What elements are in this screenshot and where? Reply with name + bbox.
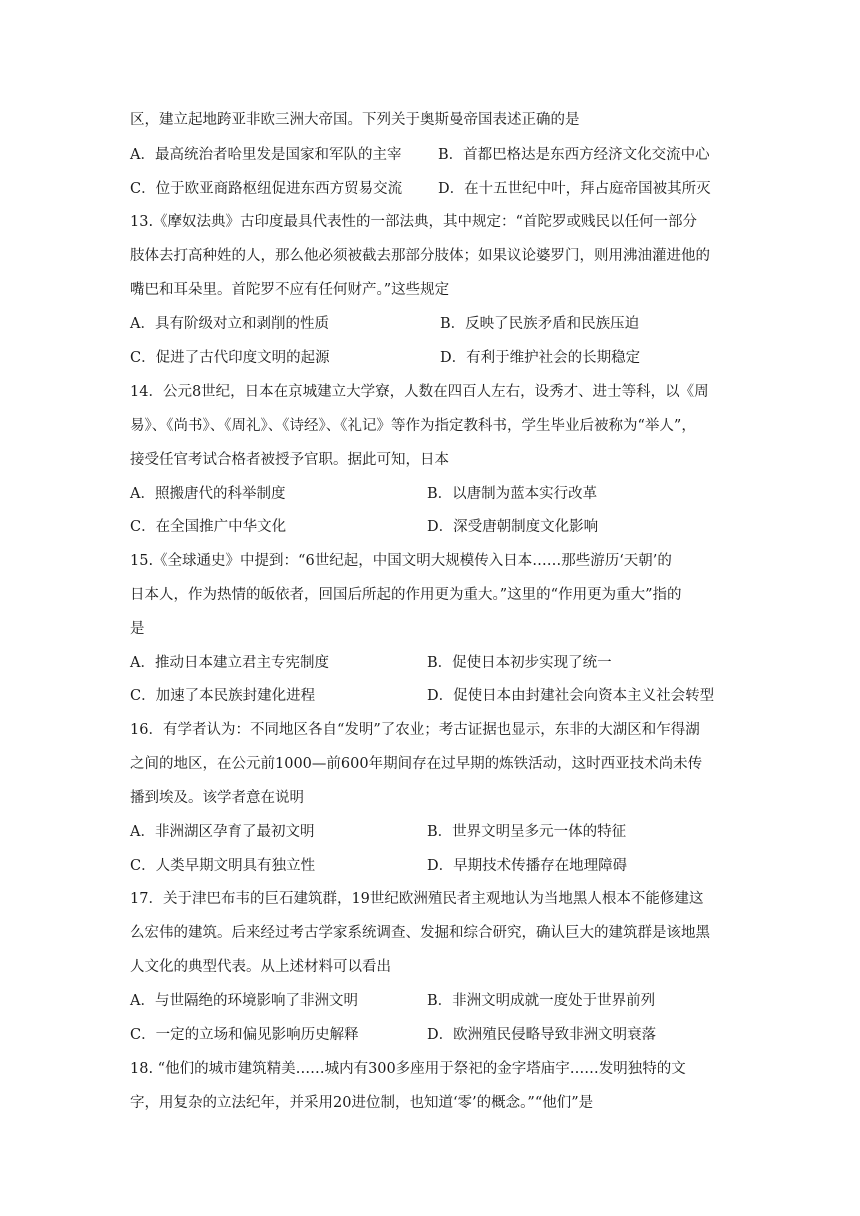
question-17-line-3: 人文化的典型代表。从上述材料可以看出 xyxy=(130,959,391,975)
q15-option-a: A．推动日本建立君主专宪制度 xyxy=(130,655,329,671)
q16-option-a: A．非洲湖区孕育了最初文明 xyxy=(130,824,315,840)
q13-option-d: D．有利于维护社会的长期稳定 xyxy=(440,350,641,366)
question-13-line-2: 肢体去打高种姓的人，那么他必须被截去那部分肢体；如果议论婆罗门，则用沸油灌进他的 xyxy=(130,248,710,264)
q16-option-c: C．人类早期文明具有独立性 xyxy=(130,858,316,874)
q17-option-a: A．与世隔绝的环境影响了非洲文明 xyxy=(130,993,358,1009)
question-17-line-1: 17．关于津巴布韦的巨石建筑群，19世纪欧洲殖民者主观地认为当地黑人根本不能修建这 xyxy=(130,891,704,907)
question-16-line-2: 之间的地区，在公元前1000—前600年期间存在过早期的炼铁活动，这时西亚技术尚未传 xyxy=(130,756,703,772)
question-14-line-1: 14．公元8世纪，日本在京城建立大学寮，人数在四百人左右，设秀才、进士等科，以《周 xyxy=(130,384,709,400)
question-13-line-3: 嘴巴和耳朵里。首陀罗不应有任何财产。”这些规定 xyxy=(130,282,450,298)
q15-option-c: C．加速了本民族封建化进程 xyxy=(130,688,316,704)
q12-option-c: C．位于欧亚商路枢纽促进东西方贸易交流 xyxy=(130,181,403,197)
q14-option-d: D．深受唐朝制度文化影响 xyxy=(427,519,599,535)
q13-option-c: C．促进了古代印度文明的起源 xyxy=(130,350,330,366)
q16-option-b: B．世界文明呈多元一体的特征 xyxy=(427,824,627,840)
question-14-line-3: 接受任官考试合格者被授予官职。据此可知，日本 xyxy=(130,452,449,468)
question-15-line-2: 日本人，作为热情的皈依者，回国后所起的作用更为重大。”这里的“作用更为重大”指的 xyxy=(130,587,682,603)
question-18-line-1: 18. “他们的城市建筑精美……城内有300多座用于祭祀的金字塔庙宇……发明独特的文 xyxy=(130,1061,686,1077)
q13-option-a: A．具有阶级对立和剥削的性质 xyxy=(130,316,329,332)
q12-option-d: D．在十五世纪中叶，拜占庭帝国被其所灭 xyxy=(438,181,711,197)
question-14-line-2: 易》、《尚书》、《周礼》、《诗经》、《礼记》等作为指定教科书，学生毕业后被称为“举人”， xyxy=(130,418,696,434)
question-17-line-2: 么宏伟的建筑。后来经过考古学家系统调查、发掘和综合研究，确认巨大的建筑群是该地黑 xyxy=(130,925,710,941)
q16-option-d: D．早期技术传播存在地理障碍 xyxy=(427,858,628,874)
question-18-line-2: 字，用复杂的立法纪年，并采用20进位制，也知道‘零’的概念。”“他们”是 xyxy=(130,1095,594,1111)
q17-option-c: C．一定的立场和偏见影响历史解释 xyxy=(130,1027,359,1043)
q14-option-b: B．以唐制为蓝本实行改革 xyxy=(427,486,598,502)
question-15-line-1: 15.《全球通史》中提到：“6世纪起，中国文明大规模传入日本……那些游历‘天朝’的 xyxy=(130,553,672,569)
q15-option-d: D．促使日本由封建社会向资本主义社会转型 xyxy=(427,688,715,704)
q17-option-d: D．欧洲殖民侵略导致非洲文明衰落 xyxy=(427,1027,657,1043)
q17-option-b: B．非洲文明成就一度处于世界前列 xyxy=(427,993,656,1009)
q15-option-b: B．促使日本初步实现了统一 xyxy=(427,655,612,671)
q13-option-b: B．反映了民族矛盾和民族压迫 xyxy=(440,316,640,332)
question-16-line-1: 16．有学者认为：不同地区各自“发明”了农业；考古证据也显示，东非的大湖区和乍得湖 xyxy=(130,722,700,738)
q14-option-c: C．在全国推广中华文化 xyxy=(130,519,287,535)
question-15-line-3: 是 xyxy=(130,621,145,637)
q12-option-b: B．首都巴格达是东西方经济文化交流中心 xyxy=(438,147,710,163)
question-13-line-1: 13.《摩奴法典》古印度最具代表性的一部法典，其中规定：“首陀罗或贱民以任何一部分 xyxy=(130,214,697,230)
question-16-line-3: 播到埃及。该学者意在说明 xyxy=(130,790,304,806)
q12-option-a: A．最高统治者哈里发是国家和军队的主宰 xyxy=(130,147,402,163)
question-12-stem: 区，建立起地跨亚非欧三洲大帝国。下列关于奥斯曼帝国表述正确的是 xyxy=(130,112,580,128)
q14-option-a: A．照搬唐代的科举制度 xyxy=(130,486,286,502)
